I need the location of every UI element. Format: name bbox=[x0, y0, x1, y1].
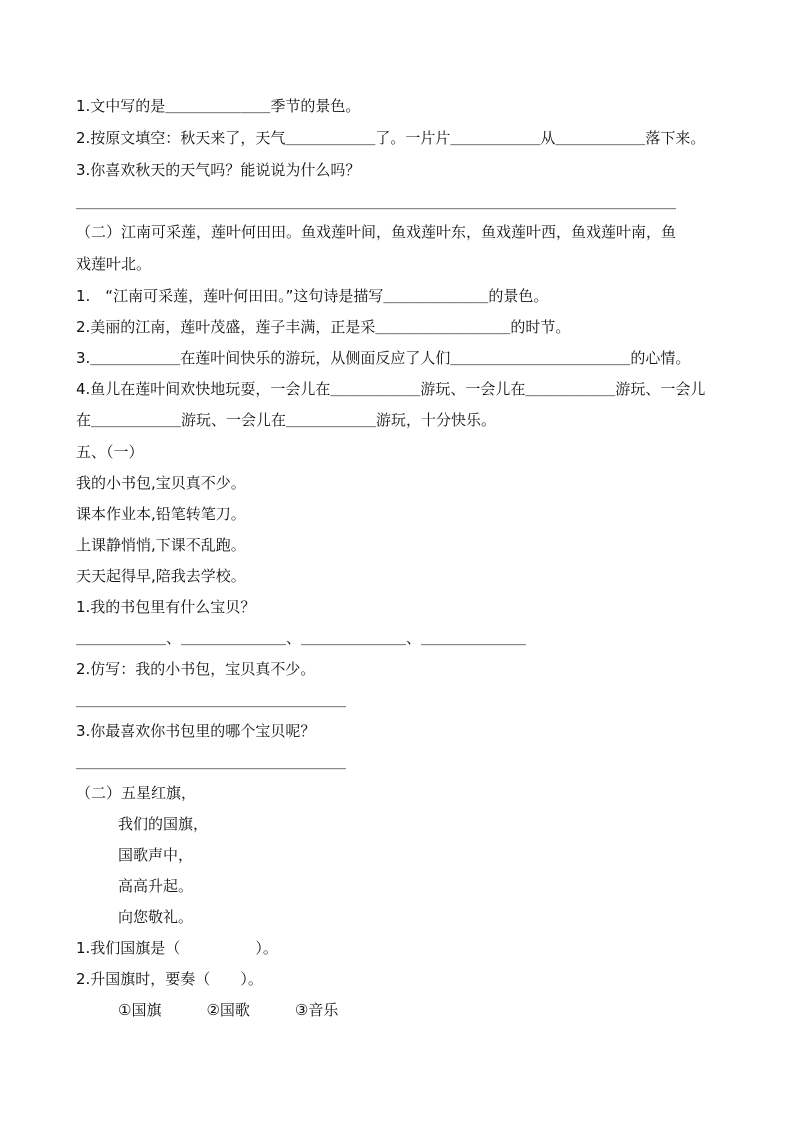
question-fish-play: 4.鱼儿在莲叶间欢快地玩耍，一会儿在＿＿＿＿＿＿游玩、一会儿在＿＿＿＿＿＿游玩、一会儿 bbox=[76, 380, 706, 398]
answer-line: ＿＿＿＿＿＿＿＿＿＿＿＿＿＿＿＿＿＿ bbox=[76, 691, 347, 709]
question-fill-in-autumn: 2.按原文填空：秋天来了，天气＿＿＿＿＿＿了。一片片＿＿＿＿＿＿从＿＿＿＿＿＿落下来。 bbox=[76, 129, 706, 147]
question-national-flag: 1.我们国旗是（ ）。 bbox=[76, 939, 278, 957]
answer-line: ＿＿＿＿＿＿、＿＿＿＿＿＿＿、＿＿＿＿＿＿＿、＿＿＿＿＿＿＿ bbox=[76, 629, 527, 647]
answer-line: ＿＿＿＿＿＿＿＿＿＿＿＿＿＿＿＿＿＿＿＿＿＿＿＿＿＿＿＿＿＿＿＿＿＿＿＿＿＿＿＿ bbox=[76, 193, 677, 211]
question-fish-mood: 3.＿＿＿＿＿＿在莲叶间快乐的游玩，从侧面反应了人们＿＿＿＿＿＿＿＿＿＿＿＿的心情。 bbox=[76, 349, 691, 367]
poem-schoolbag-line: 天天起得早,陪我去学校。 bbox=[76, 567, 246, 585]
question-favorite-item: 3.你最喜欢你书包里的哪个宝贝呢？ bbox=[76, 722, 316, 740]
poem-jiangnan-text: （二）江南可采莲，莲叶何田田。鱼戏莲叶间，鱼戏莲叶东，鱼戏莲叶西，鱼戏莲叶南，鱼 bbox=[76, 223, 677, 241]
poem-flag-line: 向您敬礼。 bbox=[118, 908, 194, 926]
question-autumn-season: 1.文中写的是＿＿＿＿＿＿＿季节的景色。 bbox=[76, 97, 361, 115]
poem-schoolbag-line: 上课静悄悄,下课不乱跑。 bbox=[76, 536, 246, 554]
answer-options: ①国旗 ②国歌 ③音乐 bbox=[118, 1001, 339, 1019]
question-flag-raising: 2.升国旗时，要奏（ ）。 bbox=[76, 970, 263, 988]
poem-flag-line: 高高升起。 bbox=[118, 877, 194, 895]
poem-schoolbag-line: 课本作业本,铅笔转笔刀。 bbox=[76, 505, 246, 523]
question-jiangnan-season: 2.美丽的江南，莲叶茂盛，莲子丰满，正是采＿＿＿＿＿＿＿＿＿的时节。 bbox=[76, 318, 571, 336]
question-like-autumn: 3.你喜欢秋天的天气吗？能说说为什么吗？ bbox=[76, 161, 361, 179]
question-imitate-writing: 2.仿写：我的小书包，宝贝真不少。 bbox=[76, 660, 316, 678]
question-schoolbag-items: 1.我的书包里有什么宝贝？ bbox=[76, 598, 256, 616]
poem-flag-heading: （二）五星红旗， bbox=[76, 784, 197, 802]
poem-jiangnan-text-cont: 戏莲叶北。 bbox=[76, 255, 152, 273]
poem-flag-line: 国歌声中， bbox=[118, 846, 194, 864]
section-five-heading: 五、（一） bbox=[76, 443, 144, 461]
question-jiangnan-scene: 1. “江南可采莲，莲叶何田田。”这句诗是描写＿＿＿＿＿＿＿的景色。 bbox=[76, 287, 549, 305]
poem-flag-line: 我们的国旗， bbox=[118, 815, 209, 833]
question-fish-play-cont: 在＿＿＿＿＿＿游玩、一会儿在＿＿＿＿＿＿游玩，十分快乐。 bbox=[76, 411, 497, 429]
answer-line: ＿＿＿＿＿＿＿＿＿＿＿＿＿＿＿＿＿＿ bbox=[76, 753, 347, 771]
poem-schoolbag-line: 我的小书包,宝贝真不少。 bbox=[76, 474, 246, 492]
